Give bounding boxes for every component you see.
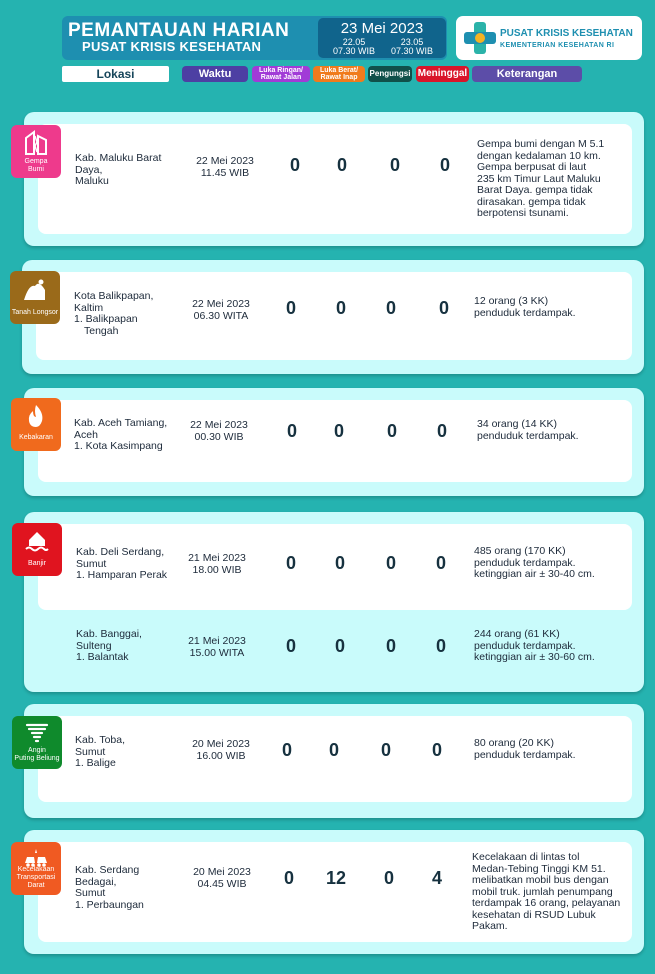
- keterangan-line: 34 orang (14 KK): [477, 418, 557, 430]
- column-luka-berat-line2: Rawat Inap: [320, 74, 358, 81]
- pengungsi-count: 0: [386, 421, 397, 441]
- event-clock: 00.30 WIB: [194, 430, 244, 443]
- keterangan-line: berpotensi tsunami.: [477, 207, 569, 219]
- location-line: Kab. Toba,: [75, 734, 126, 746]
- keterangan-line: penduduk terdampak.: [474, 306, 576, 319]
- luka-berat-count: 0: [334, 553, 345, 573]
- event-date: 20 Mei 2023: [192, 738, 250, 750]
- location-line: 1. Perbaungan: [75, 898, 144, 911]
- location-line: Aceh: [74, 428, 98, 441]
- page-title: PEMANTAUAN HARIAN: [68, 20, 290, 41]
- keterangan-line: penduduk terdampak.: [477, 429, 579, 442]
- event-clock: 16.00 WIB: [196, 749, 246, 762]
- luka-ringan-count: 0: [285, 298, 296, 318]
- keterangan-line: 244 orang (61 KK): [474, 628, 560, 640]
- ministry-logo: [456, 16, 642, 60]
- event-time: [177, 867, 267, 890]
- logo-title: PUSAT KRISIS KESEHATAN: [500, 28, 633, 39]
- location-line: Kaltim: [74, 301, 104, 314]
- keterangan: [474, 629, 644, 664]
- keterangan: [477, 139, 637, 220]
- category-label: Gempa: [24, 158, 48, 165]
- keterangan-line: Gempa bumi dengan M 5.1: [477, 138, 605, 150]
- location-line: 1. Hamparan Perak: [76, 569, 168, 581]
- report-date-box: [318, 18, 446, 58]
- column-pengungsi: Pengungsi: [368, 66, 412, 82]
- report-date: 23 Mei 2023: [340, 20, 424, 37]
- location-line: Kab. Maluku Barat: [75, 152, 162, 164]
- keterangan-line: 12 orang (3 KK): [474, 295, 549, 307]
- location: [74, 418, 189, 453]
- earthquake-icon: [24, 130, 48, 156]
- luka-ringan-count: 0: [285, 636, 296, 656]
- keterangan-line: penduduk terdampak.: [474, 639, 576, 652]
- location-line: 1. Kota Kasimpang: [74, 440, 163, 452]
- event-date: 22 Mei 2023: [196, 155, 254, 167]
- pengungsi-count: 0: [385, 636, 396, 656]
- event-date: 20 Mei 2023: [193, 866, 251, 878]
- location-line: Bedagai,: [75, 875, 117, 888]
- luka-berat-count: 0: [334, 636, 345, 656]
- column-luka-berat-line1: Luka Berat/: [319, 67, 359, 74]
- category-badge-landslide: [10, 271, 60, 324]
- keterangan: [474, 546, 644, 581]
- luka-ringan-count: 0: [289, 155, 300, 175]
- column-luka-ringan-line1: Luka Ringan/: [259, 67, 303, 74]
- location-line: Kota Balikpapan,: [74, 290, 154, 302]
- column-meninggal: Meninggal: [416, 66, 469, 82]
- pengungsi-count: 0: [380, 740, 391, 760]
- location-line: Kab. Serdang: [75, 864, 140, 876]
- category-label-2: Puting Beliung: [14, 755, 60, 762]
- luka-ringan-count: 0: [286, 421, 297, 441]
- location-line: Tengah: [84, 324, 119, 337]
- location-line: 1. Balikpapan: [74, 313, 138, 325]
- keterangan-line: penduduk terdampak.: [474, 556, 576, 569]
- range-start-date: 22.05: [342, 37, 366, 47]
- meninggal-count: 0: [436, 421, 447, 441]
- luka-berat-count: 0: [335, 298, 346, 318]
- keterangan-line: 80 orang (20 KK): [474, 737, 554, 749]
- luka-berat-count: 12: [325, 868, 347, 888]
- luka-ringan-count: 0: [283, 868, 294, 888]
- category-badge-earthquake: [11, 125, 61, 178]
- pengungsi-count: 0: [385, 553, 396, 573]
- luka-berat-count: 0: [336, 155, 347, 175]
- keterangan-line: 235 km Timur Laut Maluku: [477, 172, 601, 185]
- category-badge-tornado: [12, 716, 62, 769]
- keterangan-line: mobil truk. jumlah penumpang: [472, 885, 613, 898]
- keterangan-line: ketinggian air ± 30-60 cm.: [474, 651, 595, 663]
- category-label: Tanah Longsor: [11, 309, 59, 316]
- keterangan-line: dirasakan. gempa tidak: [477, 195, 586, 208]
- category-label: Kecelakaan: [17, 866, 55, 873]
- event-time: [180, 156, 270, 179]
- event-clock: 04.45 WIB: [197, 877, 247, 890]
- category-badge-transport-accident: [11, 842, 61, 895]
- health-crisis-logo-icon: [462, 20, 498, 56]
- event-clock: 06.30 WITA: [193, 309, 249, 322]
- event-date: 21 Mei 2023: [188, 552, 246, 564]
- event-date: 22 Mei 2023: [192, 298, 250, 310]
- category-label: Banjir: [28, 560, 46, 567]
- column-lokasi: Lokasi: [62, 66, 169, 82]
- range-end: [384, 38, 440, 56]
- location: [75, 865, 190, 911]
- pengungsi-count: 0: [385, 298, 396, 318]
- event-time: [172, 636, 262, 659]
- keterangan-line: melibatkan mobil bus dengan: [472, 874, 609, 886]
- category-badge-fire: [11, 398, 61, 451]
- keterangan-line: kesehatan di RSUD Lubuk: [472, 908, 596, 921]
- keterangan-line: Medan-Tebing Tinggi KM 51.: [472, 862, 606, 875]
- keterangan: [472, 852, 644, 933]
- location-line: Maluku: [75, 175, 109, 187]
- column-keterangan: Keterangan: [472, 66, 582, 82]
- keterangan-line: terdampak 16 orang, pelayanan: [472, 897, 621, 909]
- meninggal-count: 0: [431, 740, 442, 760]
- keterangan-line: Barat Daya. gempa tidak: [477, 184, 593, 196]
- keterangan-line: dengan kedalaman 10 km.: [477, 149, 601, 162]
- location-line: Kab. Deli Serdang,: [76, 546, 165, 558]
- meninggal-count: 4: [431, 868, 442, 888]
- category-label: Angin: [28, 747, 46, 754]
- event-clock: 15.00 WITA: [189, 646, 245, 659]
- pengungsi-count: 0: [389, 155, 400, 175]
- meninggal-count: 0: [439, 155, 450, 175]
- event-time: [176, 299, 266, 322]
- fire-icon: [24, 403, 48, 429]
- column-luka-ringan-line2: Rawat Jalan: [260, 74, 302, 81]
- range-start-time: 07.30 WIB: [332, 46, 376, 56]
- event-clock: 11.45 WIB: [200, 166, 250, 179]
- meninggal-count: 0: [435, 636, 446, 656]
- luka-ringan-count: 0: [285, 553, 296, 573]
- keterangan-line: ketinggian air ± 30-40 cm.: [474, 568, 595, 580]
- keterangan: [474, 738, 634, 761]
- location: [75, 735, 190, 770]
- location-line: Kab. Aceh Tamiang,: [74, 417, 168, 429]
- range-end-date: 23.05: [400, 37, 424, 47]
- event-time: [174, 420, 264, 443]
- keterangan-line: Kecelakaan di lintas tol: [472, 851, 580, 863]
- keterangan: [477, 419, 637, 442]
- event-time: [176, 739, 266, 762]
- luka-berat-count: 0: [333, 421, 344, 441]
- flood-icon: [25, 528, 49, 554]
- location-line: Kab. Banggai,: [76, 628, 142, 640]
- keterangan-line: penduduk terdampak.: [474, 748, 576, 761]
- luka-berat-count: 0: [328, 740, 339, 760]
- logo-subtitle: KEMENTERIAN KESEHATAN RI: [500, 42, 615, 49]
- tornado-icon: [25, 721, 49, 747]
- location-line: 1. Balige: [75, 757, 116, 769]
- luka-ringan-count: 0: [281, 740, 292, 760]
- column-luka-berat: [313, 66, 365, 82]
- meninggal-count: 0: [438, 298, 449, 318]
- page-subtitle: PUSAT KRISIS KESEHATAN: [82, 39, 262, 54]
- keterangan-line: Pakam.: [472, 920, 508, 932]
- event-time: [172, 553, 262, 576]
- landslide-icon: [23, 276, 47, 302]
- location-line: Sulteng: [76, 639, 112, 652]
- location-line: Daya,: [75, 163, 103, 176]
- range-start: [326, 38, 382, 56]
- event-date: 21 Mei 2023: [188, 635, 246, 647]
- location: [74, 291, 189, 337]
- location: [75, 153, 190, 188]
- column-luka-ringan: [252, 66, 310, 82]
- location-line: 1. Balantak: [76, 651, 129, 663]
- category-label-2: Transportasi Darat: [16, 874, 56, 889]
- event-clock: 18.00 WIB: [192, 563, 242, 576]
- meninggal-count: 0: [435, 553, 446, 573]
- range-end-time: 07.30 WIB: [390, 46, 434, 56]
- category-badge-flood: [12, 523, 62, 576]
- keterangan-line: Gempa berpusat di laut: [477, 161, 587, 173]
- location-line: Sumut: [76, 557, 107, 570]
- column-waktu: Waktu: [182, 66, 248, 82]
- location-line: Sumut: [75, 745, 106, 758]
- event-date: 22 Mei 2023: [190, 419, 248, 431]
- category-label-2: Bumi: [28, 166, 44, 173]
- keterangan: [474, 296, 634, 319]
- keterangan-line: 485 orang (170 KK): [474, 545, 566, 557]
- category-label: Kebakaran: [19, 434, 53, 441]
- pengungsi-count: 0: [383, 868, 394, 888]
- location-line: Sumut: [75, 887, 106, 899]
